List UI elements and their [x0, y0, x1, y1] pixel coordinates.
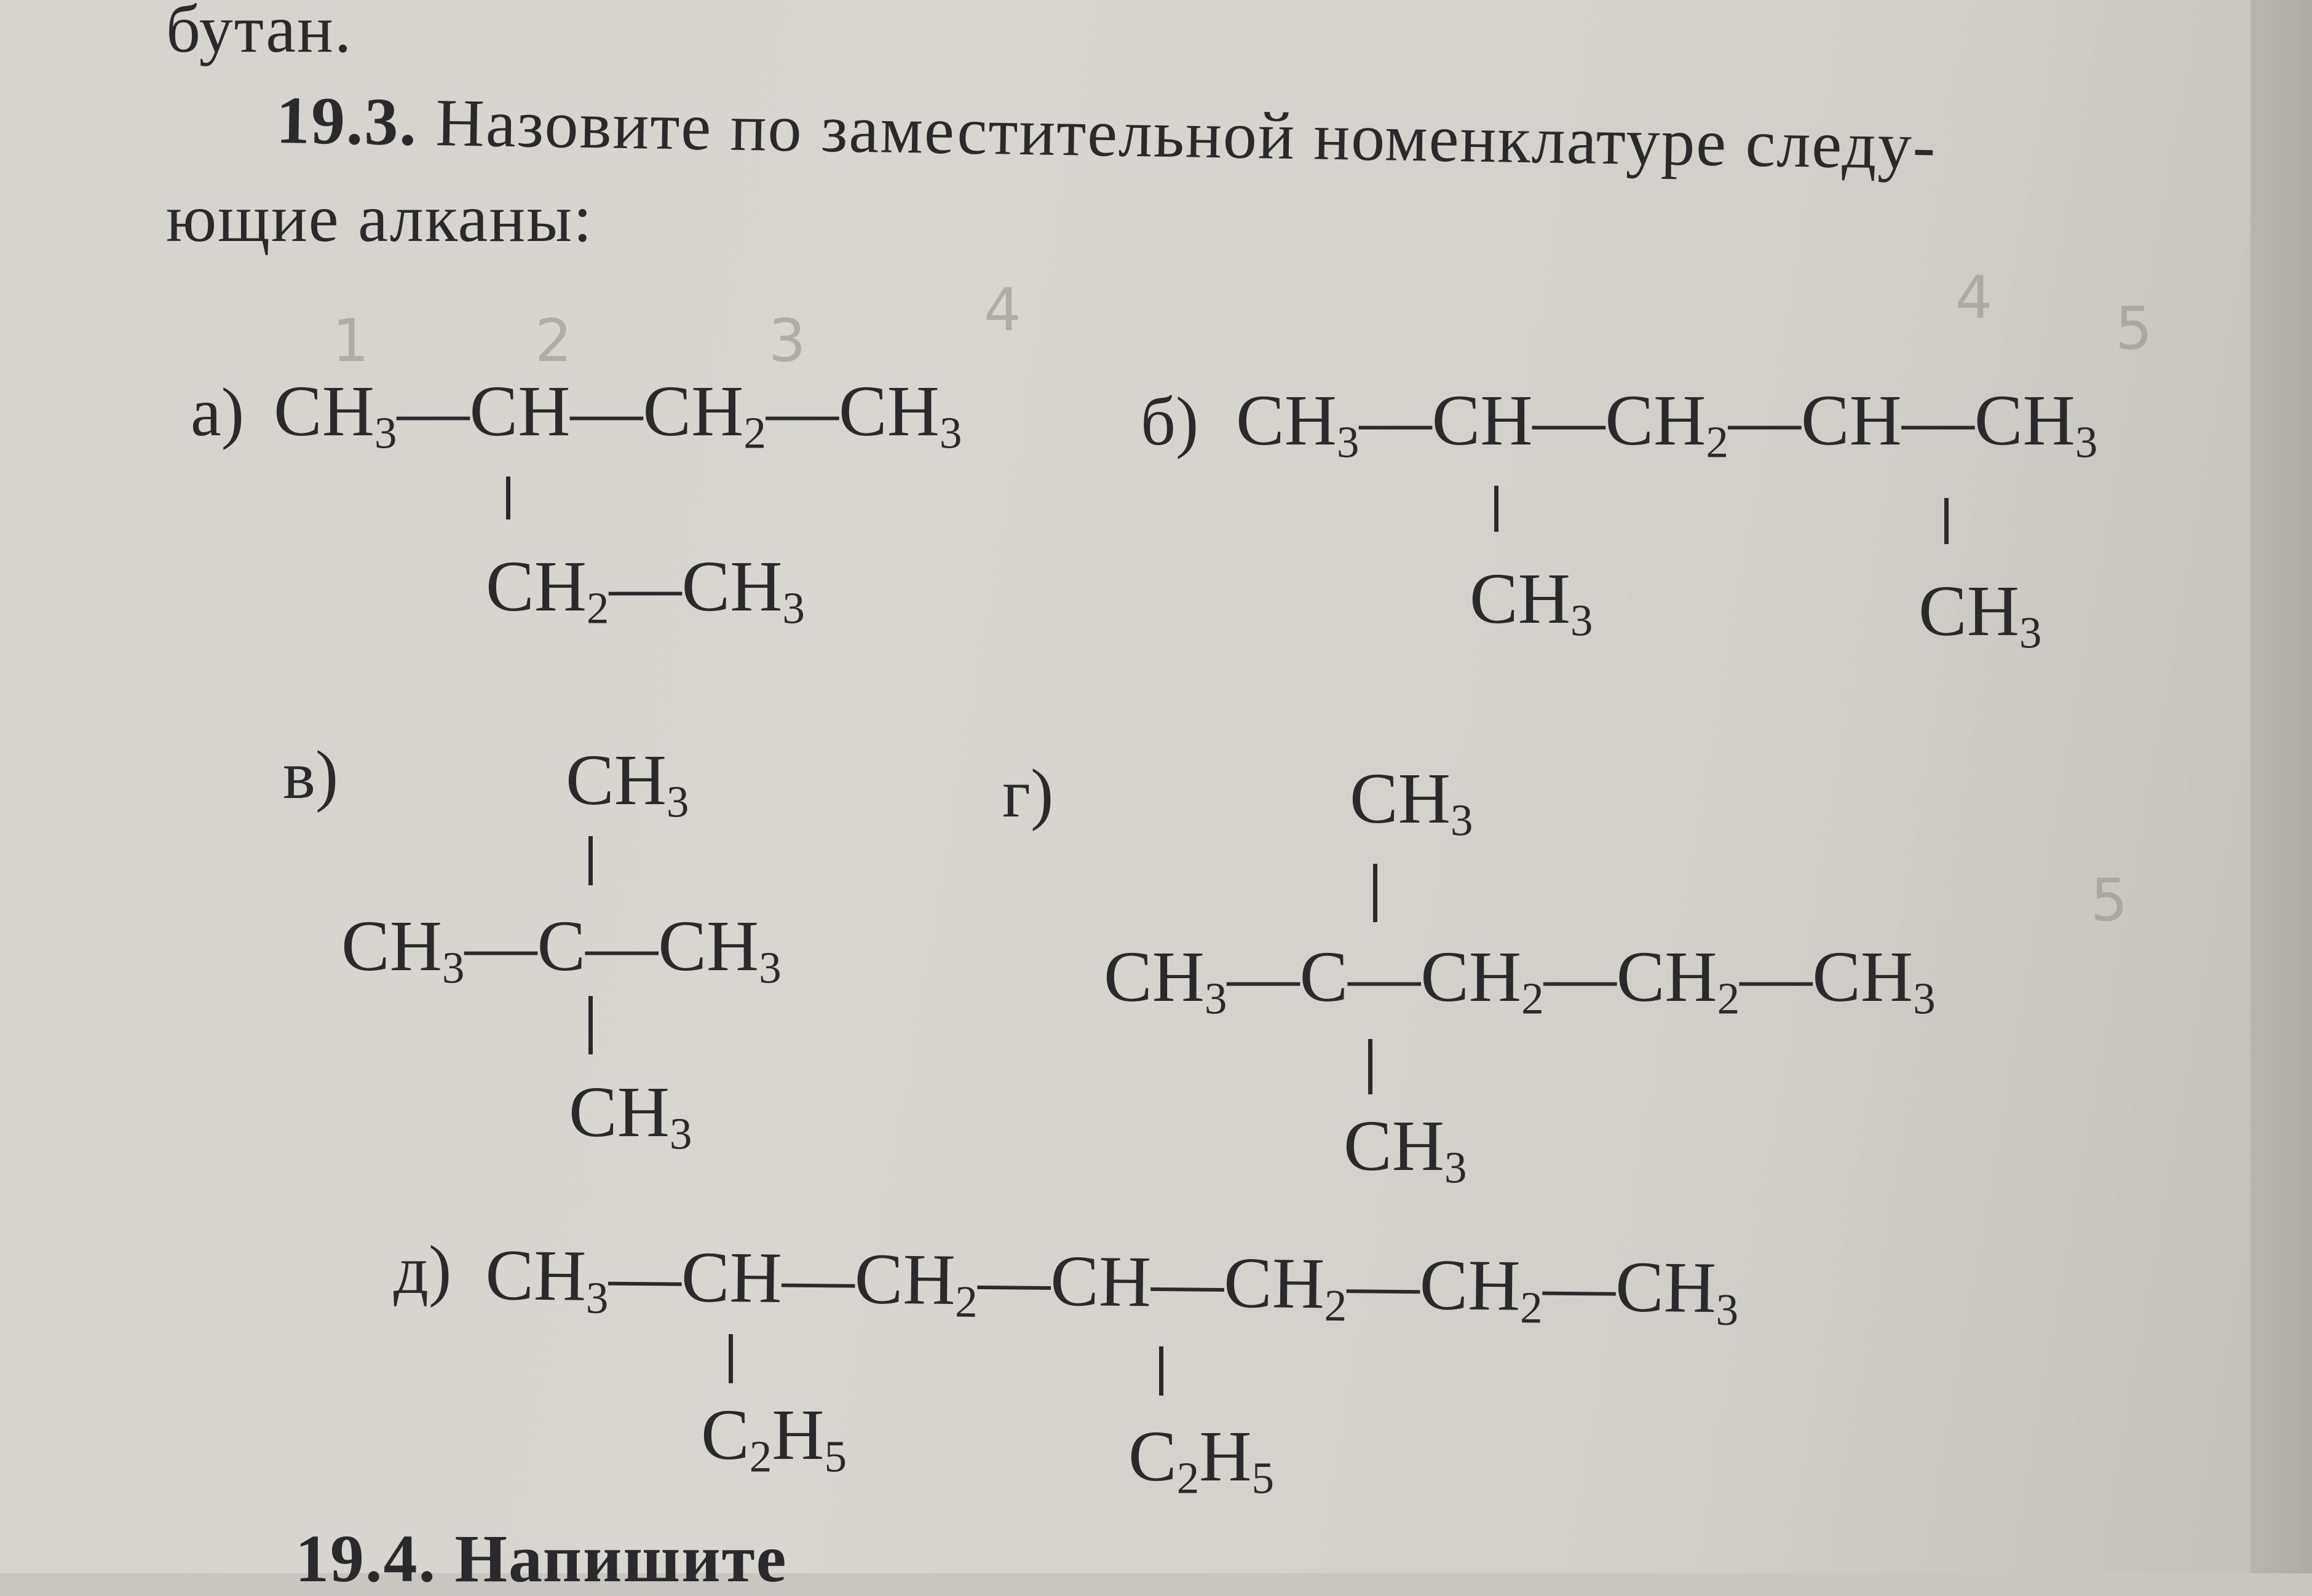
formula-b-branch1: $CH_3$: [1470, 558, 1593, 646]
formula-v-bottom: $CH_3$: [569, 1072, 692, 1159]
formula-d-branch1: $C_2H_5$: [701, 1394, 847, 1482]
formula-g-bottom: $CH_3$: [1344, 1105, 1467, 1193]
formula-v-top: $CH_3$: [566, 740, 689, 827]
pencil-mark: 4: [1955, 264, 1993, 332]
label-v: в): [283, 737, 339, 813]
formula-g-main: $CH_3—C—CH_2—CH_2—CH_3$: [1104, 936, 1936, 1024]
pencil-mark: 5: [2115, 295, 2153, 363]
next-task-heading: 19.4. Напишите: [295, 1521, 788, 1596]
label-d: д): [394, 1232, 452, 1308]
formula-a-main: $CH_3—CH—CH_2—CH_3$: [274, 371, 962, 458]
bond-b1: [1494, 486, 1498, 532]
formula-v-main: $CH_3—C—CH_3$: [341, 906, 782, 993]
pencil-mark: 5: [2091, 867, 2128, 934]
task-text-line1: Назовите по заместительной номенклатуре следу-: [435, 85, 1938, 184]
pencil-mark: 1: [332, 307, 370, 375]
pencil-mark: 4: [984, 277, 1021, 344]
label-b: б): [1141, 384, 1199, 460]
pencil-mark: 3: [769, 307, 806, 375]
bond-d1: [729, 1334, 733, 1383]
formula-d-main: $CH_3—CH—CH_2—CH—CH_2—CH_2—CH_3$: [485, 1235, 1739, 1335]
formula-b-branch2: $CH_3$: [1918, 571, 2042, 658]
formula-b-main: $CH_3—CH—CH_2—CH—CH_3$: [1236, 380, 2098, 467]
task-number: 19.3.: [275, 82, 419, 160]
previous-task-tail: бутан.: [166, 0, 353, 66]
bond-a: [506, 476, 510, 519]
pencil-mark: 2: [535, 307, 572, 375]
bond-g-top: [1373, 864, 1377, 922]
bond-b2: [1944, 498, 1949, 544]
formula-g-top: $CH_3$: [1350, 758, 1473, 845]
formula-a-branch: $CH_2—CH_3$: [486, 546, 805, 633]
bond-v-bottom: [588, 996, 593, 1054]
book-spine: [2251, 0, 2312, 1573]
label-a: а): [191, 374, 245, 451]
formula-d-branch2: $C_2H_5$: [1128, 1416, 1275, 1503]
bond-d2: [1159, 1346, 1163, 1396]
bond-v-top: [588, 836, 593, 885]
task-text-line2: ющие алканы:: [166, 181, 593, 256]
bond-g-bottom: [1368, 1039, 1372, 1094]
label-g: г): [1002, 756, 1054, 832]
